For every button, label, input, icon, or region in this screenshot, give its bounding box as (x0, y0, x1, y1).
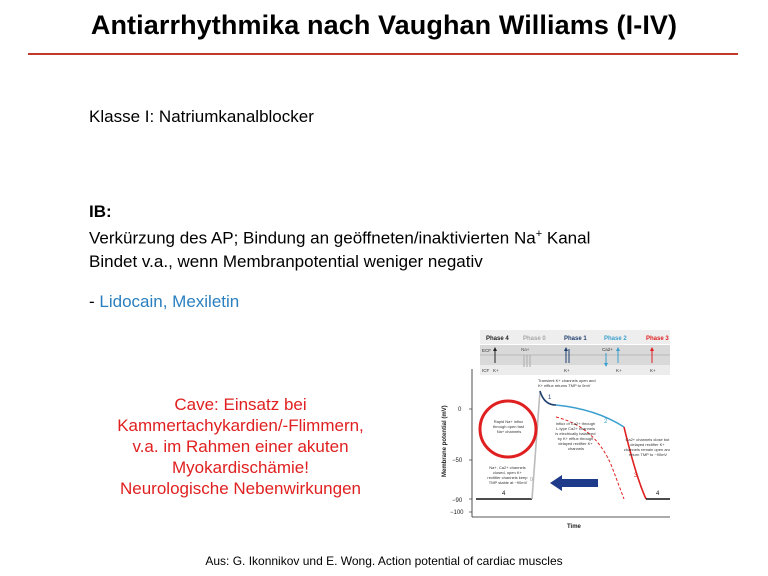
cave-warning (98, 394, 383, 499)
action-potential-diagram (436, 327, 670, 533)
cave-line: Neurologische Nebenwirkungen (120, 479, 361, 498)
phase-number-0: 0 (530, 477, 533, 483)
blue-arrow-icon (550, 475, 598, 491)
phase-number-4: 4 (502, 491, 506, 497)
phase-2-label: Phase 2 (604, 336, 627, 342)
ion-label: Ca2+ (602, 347, 613, 352)
drug-names: Lidocain, Mexiletin (99, 292, 240, 311)
action-potential-figure (436, 327, 670, 533)
cave-line: Myokardischämie! (172, 458, 309, 477)
class-subtitle: Klasse I: Natriumkanalblocker (89, 107, 314, 126)
icf-label: ICF (482, 368, 490, 373)
slide-title: Antiarrhythmika nach Vaughan Williams (I-IV) (90, 10, 678, 40)
section-header: IB: (89, 202, 112, 221)
description-line-1 (89, 223, 590, 250)
phase-number-2: 2 (604, 419, 608, 425)
ion-label: Na+ (521, 347, 530, 352)
y-tick-minus50: −50 (452, 458, 463, 464)
drug-dash: - (89, 292, 100, 311)
y-tick-minus100: −100 (450, 510, 464, 516)
cave-line: v.a. im Rahmen einer akuten (132, 437, 349, 456)
phase-4-label: Phase 4 (486, 336, 509, 342)
cave-line: Cave: Einsatz bei (174, 395, 307, 414)
icf-band (480, 365, 670, 375)
ion-label: K+ (650, 368, 656, 373)
phase-1-label: Phase 1 (564, 336, 587, 342)
ib-description (89, 200, 590, 273)
line1-superscript: + (535, 228, 543, 240)
phase4-annotation: Na+, Ca2+ channels closed, open K+ rectifier channels keep TMP stable at ~90mV (487, 465, 528, 485)
phase-3-label: Phase 3 (646, 336, 669, 342)
phase-0-segment (532, 391, 540, 499)
y-tick-minus90: −90 (452, 498, 463, 504)
ecf-label: ECF (482, 348, 491, 353)
phase-number-1: 1 (548, 395, 552, 401)
phase-number-4-end: 4 (656, 491, 660, 497)
line1-suffix: Kanal (542, 228, 591, 248)
line1-text: Verkürzung des AP; Bindung an geöffneten/inaktivierten Na (89, 228, 536, 248)
phase1-annotation: Transient K+ channels open and K+ efflux returns TMP to 0mV (538, 378, 596, 388)
description-line-2: Bindet v.a., wenn Membranpotential weniger negativ (89, 251, 483, 271)
drug-list (89, 292, 239, 312)
phase3-annotation: Ca2+ channels close but delayed rectifier K+ channels remain open and return TMP to ~90mV (623, 437, 670, 457)
y-axis-label: Membrane potential (mV) (442, 405, 448, 477)
phase0-annotation: Rapid Na+ influx through open fast Na+ channels (492, 419, 525, 434)
y-tick-0: 0 (458, 407, 462, 413)
x-axis-label: Time (567, 524, 581, 530)
source-citation: Aus: G. Ikonnikov und E. Wong. Action potential of cardiac muscles (205, 554, 563, 568)
ion-label: K+ (493, 368, 499, 373)
phase-0-label: Phase 0 (523, 336, 546, 342)
cave-line: Kammertachykardien/-Flimmern, (117, 416, 364, 435)
ion-label: K+ (564, 368, 570, 373)
phase2-annotation: Influx of Ca2+ through L-type Ca2+ channels is electrically balanced by K+ efflux through delayed rectifier K+ channels (555, 421, 596, 451)
title-divider (28, 53, 738, 55)
ion-label: K+ (616, 368, 622, 373)
phase-number-3: 3 (634, 473, 638, 479)
